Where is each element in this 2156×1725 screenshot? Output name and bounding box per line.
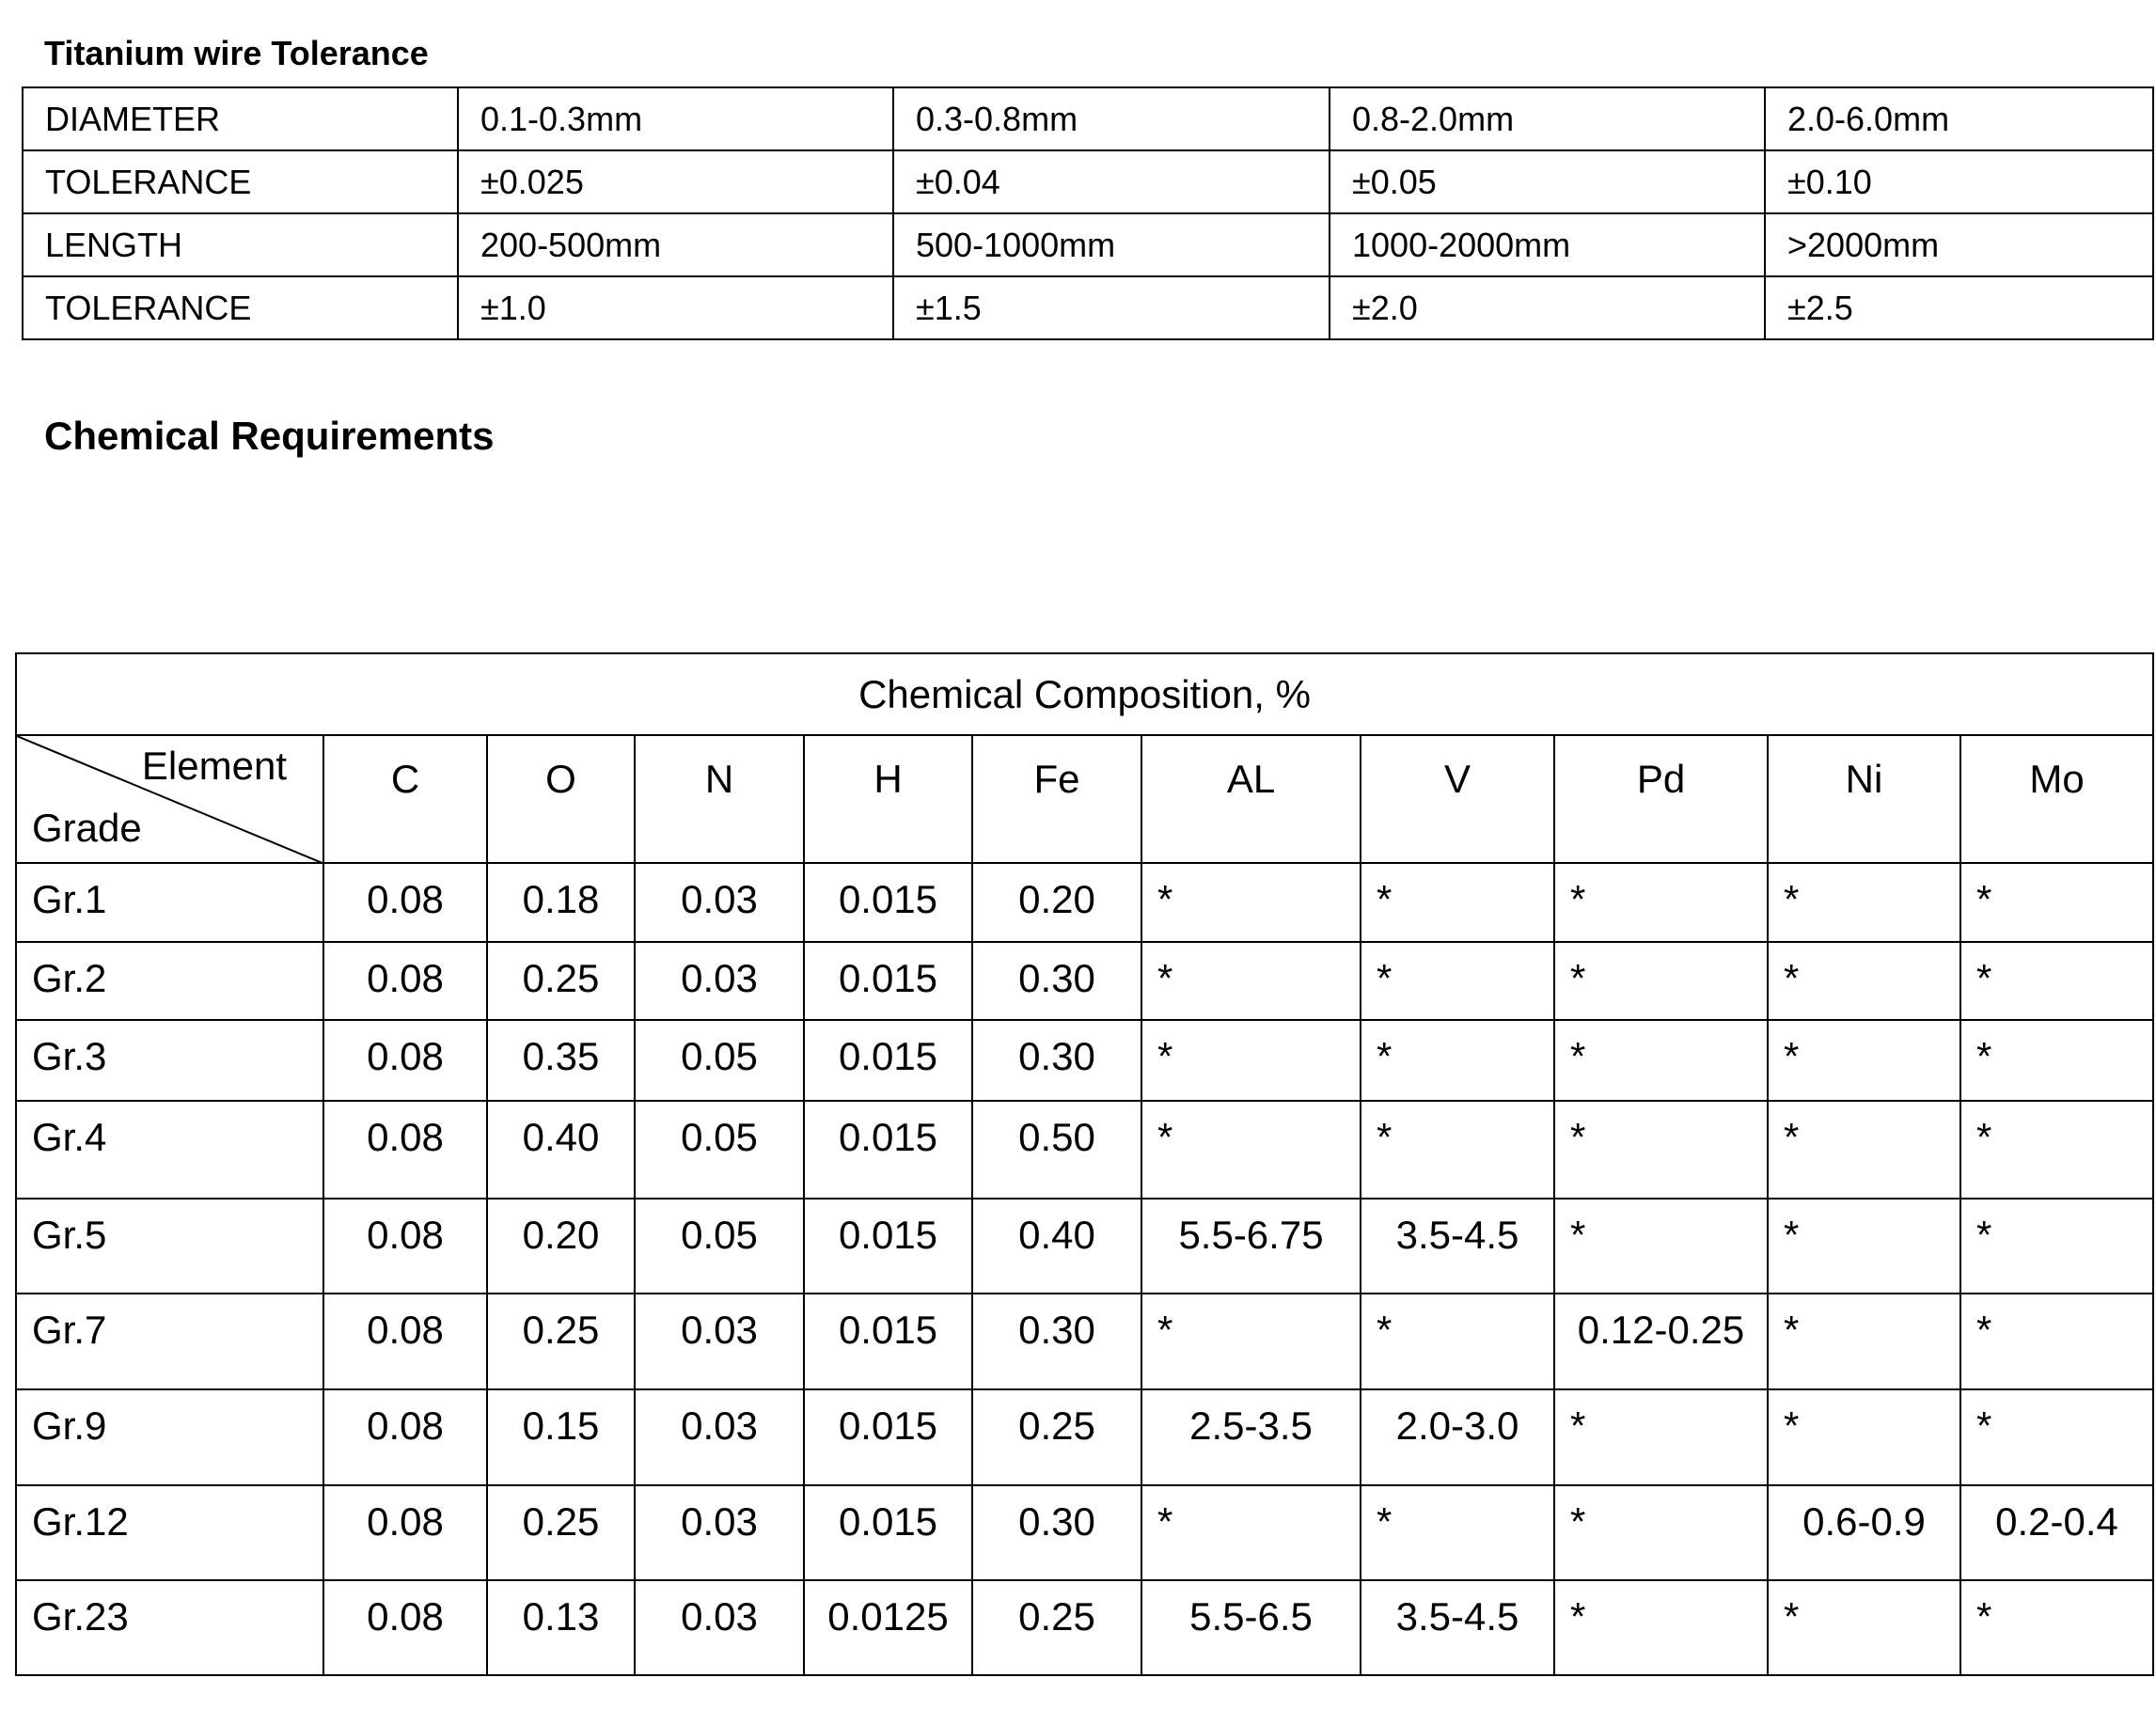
composition-cell: *	[1554, 1389, 1768, 1485]
tolerance-row-label: TOLERANCE	[23, 150, 458, 213]
grade-header-label: Grade	[32, 806, 142, 850]
composition-cell: 0.015	[804, 1101, 972, 1199]
composition-cell: 0.08	[323, 1485, 487, 1580]
composition-cell: 0.30	[972, 1294, 1141, 1389]
chemical-requirements-title: Chemical Requirements	[44, 414, 495, 458]
grade-label-cell: Gr.2	[16, 942, 323, 1020]
element-header-cell: C	[323, 735, 487, 863]
composition-cell: *	[1960, 1020, 2153, 1101]
composition-cell: *	[1361, 1020, 1554, 1101]
composition-cell: 0.03	[635, 1580, 804, 1675]
grade-label-cell: Gr.1	[16, 863, 323, 942]
grade-label-cell: Gr.23	[16, 1580, 323, 1675]
tolerance-cell: ±0.04	[893, 150, 1330, 213]
composition-cell: 0.35	[487, 1020, 635, 1101]
composition-cell: 0.20	[487, 1199, 635, 1294]
composition-cell: *	[1141, 1020, 1361, 1101]
composition-cell: *	[1141, 942, 1361, 1020]
tolerance-cell: ±0.025	[458, 150, 893, 213]
composition-cell: 0.50	[972, 1101, 1141, 1199]
composition-cell: 0.6-0.9	[1768, 1485, 1960, 1580]
grade-row	[16, 1199, 2153, 1294]
tolerance-cell: >2000mm	[1765, 213, 2153, 276]
composition-cell: *	[1361, 1485, 1554, 1580]
composition-cell: 0.25	[972, 1580, 1141, 1675]
composition-cell: 0.20	[972, 863, 1141, 942]
composition-cell: *	[1960, 1101, 2153, 1199]
composition-cell: 0.25	[487, 942, 635, 1020]
composition-cell: *	[1554, 1020, 1768, 1101]
composition-cell: *	[1768, 942, 1960, 1020]
tolerance-cell: 0.1-0.3mm	[458, 87, 893, 150]
element-header-cell: AL	[1141, 735, 1361, 863]
composition-cell: 0.18	[487, 863, 635, 942]
grade-row	[16, 1101, 2153, 1199]
tolerance-cell: ±1.5	[893, 276, 1330, 339]
composition-cell: 0.08	[323, 1020, 487, 1101]
tolerance-row	[23, 213, 2153, 276]
composition-cell: 0.08	[323, 1294, 487, 1389]
composition-cell: *	[1768, 1580, 1960, 1675]
composition-cell: 0.05	[635, 1020, 804, 1101]
composition-cell: 0.08	[323, 1389, 487, 1485]
composition-cell: 0.08	[323, 1199, 487, 1294]
tolerance-cell: 500-1000mm	[893, 213, 1330, 276]
composition-cell: *	[1554, 863, 1768, 942]
composition-cell: 0.015	[804, 1020, 972, 1101]
composition-cell: 2.0-3.0	[1361, 1389, 1554, 1485]
grade-row	[16, 1389, 2153, 1485]
composition-cell: *	[1141, 863, 1361, 942]
composition-cell: *	[1554, 1485, 1768, 1580]
tolerance-row	[23, 276, 2153, 339]
tolerance-row-label: DIAMETER	[23, 87, 458, 150]
grade-row	[16, 942, 2153, 1020]
composition-cell: 0.03	[635, 1485, 804, 1580]
composition-cell: 0.12-0.25	[1554, 1294, 1768, 1389]
corner-header-cell	[16, 735, 323, 863]
element-header-cell: Fe	[972, 735, 1141, 863]
tolerance-cell: ±2.0	[1330, 276, 1765, 339]
grade-row	[16, 1020, 2153, 1101]
composition-cell: 5.5-6.75	[1141, 1199, 1361, 1294]
composition-cell: *	[1960, 942, 2153, 1020]
composition-cell: 5.5-6.5	[1141, 1580, 1361, 1675]
composition-cell: 0.15	[487, 1389, 635, 1485]
grade-row	[16, 1485, 2153, 1580]
composition-cell: 0.03	[635, 942, 804, 1020]
composition-cell: *	[1768, 1020, 1960, 1101]
composition-cell: 0.25	[972, 1389, 1141, 1485]
composition-cell: 0.08	[323, 1580, 487, 1675]
grade-row	[16, 1580, 2153, 1675]
composition-cell: 0.015	[804, 1485, 972, 1580]
tolerance-cell: 2.0-6.0mm	[1765, 87, 2153, 150]
composition-cell: *	[1141, 1294, 1361, 1389]
composition-cell: *	[1141, 1485, 1361, 1580]
composition-cell: *	[1960, 1580, 2153, 1675]
grade-label-cell: Gr.5	[16, 1199, 323, 1294]
composition-cell: *	[1554, 1580, 1768, 1675]
composition-cell: 0.40	[487, 1101, 635, 1199]
composition-cell: *	[1554, 942, 1768, 1020]
grade-label-cell: Gr.4	[16, 1101, 323, 1199]
tolerance-cell: ±1.0	[458, 276, 893, 339]
tolerance-cell: ±0.10	[1765, 150, 2153, 213]
composition-cell: *	[1554, 1101, 1768, 1199]
composition-cell: 0.30	[972, 1485, 1141, 1580]
grade-row	[16, 863, 2153, 942]
tolerance-row	[23, 87, 2153, 150]
grade-label-cell: Gr.12	[16, 1485, 323, 1580]
chemical-composition-caption: Chemical Composition, %	[16, 653, 2153, 735]
composition-cell: 0.03	[635, 1294, 804, 1389]
element-header-cell: Ni	[1768, 735, 1960, 863]
composition-cell: *	[1361, 1294, 1554, 1389]
chemical-composition-table	[15, 652, 2154, 1676]
tolerance-row	[23, 150, 2153, 213]
composition-cell: *	[1768, 1101, 1960, 1199]
composition-cell: 0.25	[487, 1485, 635, 1580]
element-header-cell: H	[804, 735, 972, 863]
tolerance-cell: 200-500mm	[458, 213, 893, 276]
composition-cell: 0.40	[972, 1199, 1141, 1294]
composition-cell: *	[1768, 863, 1960, 942]
composition-cell: *	[1960, 863, 2153, 942]
composition-cell: 0.015	[804, 942, 972, 1020]
grade-label-cell: Gr.3	[16, 1020, 323, 1101]
tolerance-cell: 1000-2000mm	[1330, 213, 1765, 276]
composition-cell: 0.015	[804, 1294, 972, 1389]
composition-cell: 3.5-4.5	[1361, 1580, 1554, 1675]
composition-cell: *	[1554, 1199, 1768, 1294]
tolerance-cell: ±0.05	[1330, 150, 1765, 213]
composition-cell: 0.2-0.4	[1960, 1485, 2153, 1580]
composition-cell: 0.25	[487, 1294, 635, 1389]
composition-cell: 0.05	[635, 1101, 804, 1199]
composition-cell: 0.015	[804, 1199, 972, 1294]
tolerance-cell: 0.8-2.0mm	[1330, 87, 1765, 150]
composition-cell: *	[1768, 1389, 1960, 1485]
composition-cell: 0.08	[323, 863, 487, 942]
composition-cell: *	[1361, 863, 1554, 942]
element-header-label: Element	[141, 744, 287, 788]
composition-cell: 3.5-4.5	[1361, 1199, 1554, 1294]
composition-cell: 0.015	[804, 863, 972, 942]
tolerance-title: Titanium wire Tolerance	[44, 34, 429, 72]
element-header-cell: V	[1361, 735, 1554, 863]
composition-cell: 0.0125	[804, 1580, 972, 1675]
element-header-cell: Mo	[1960, 735, 2153, 863]
composition-cell: 0.08	[323, 1101, 487, 1199]
composition-cell: 2.5-3.5	[1141, 1389, 1361, 1485]
composition-cell: 0.03	[635, 1389, 804, 1485]
element-header-cell: N	[635, 735, 804, 863]
composition-cell: 0.08	[323, 942, 487, 1020]
composition-cell: *	[1960, 1294, 2153, 1389]
tolerance-cell: 0.3-0.8mm	[893, 87, 1330, 150]
tolerance-table	[22, 86, 2154, 340]
composition-cell: 0.30	[972, 1020, 1141, 1101]
element-header-cell: Pd	[1554, 735, 1768, 863]
composition-cell: *	[1361, 942, 1554, 1020]
grade-label-cell: Gr.7	[16, 1294, 323, 1389]
composition-cell: *	[1768, 1294, 1960, 1389]
tolerance-row-label: TOLERANCE	[23, 276, 458, 339]
composition-cell: *	[1960, 1389, 2153, 1485]
composition-cell: 0.015	[804, 1389, 972, 1485]
grade-label-cell: Gr.9	[16, 1389, 323, 1485]
composition-cell: 0.30	[972, 942, 1141, 1020]
composition-cell: *	[1960, 1199, 2153, 1294]
composition-cell: 0.03	[635, 863, 804, 942]
tolerance-row-label: LENGTH	[23, 213, 458, 276]
tolerance-cell: ±2.5	[1765, 276, 2153, 339]
composition-cell: *	[1361, 1101, 1554, 1199]
composition-cell: 0.05	[635, 1199, 804, 1294]
composition-cell: *	[1768, 1199, 1960, 1294]
composition-cell: *	[1141, 1101, 1361, 1199]
composition-cell: 0.13	[487, 1580, 635, 1675]
element-header-cell: O	[487, 735, 635, 863]
grade-row	[16, 1294, 2153, 1389]
